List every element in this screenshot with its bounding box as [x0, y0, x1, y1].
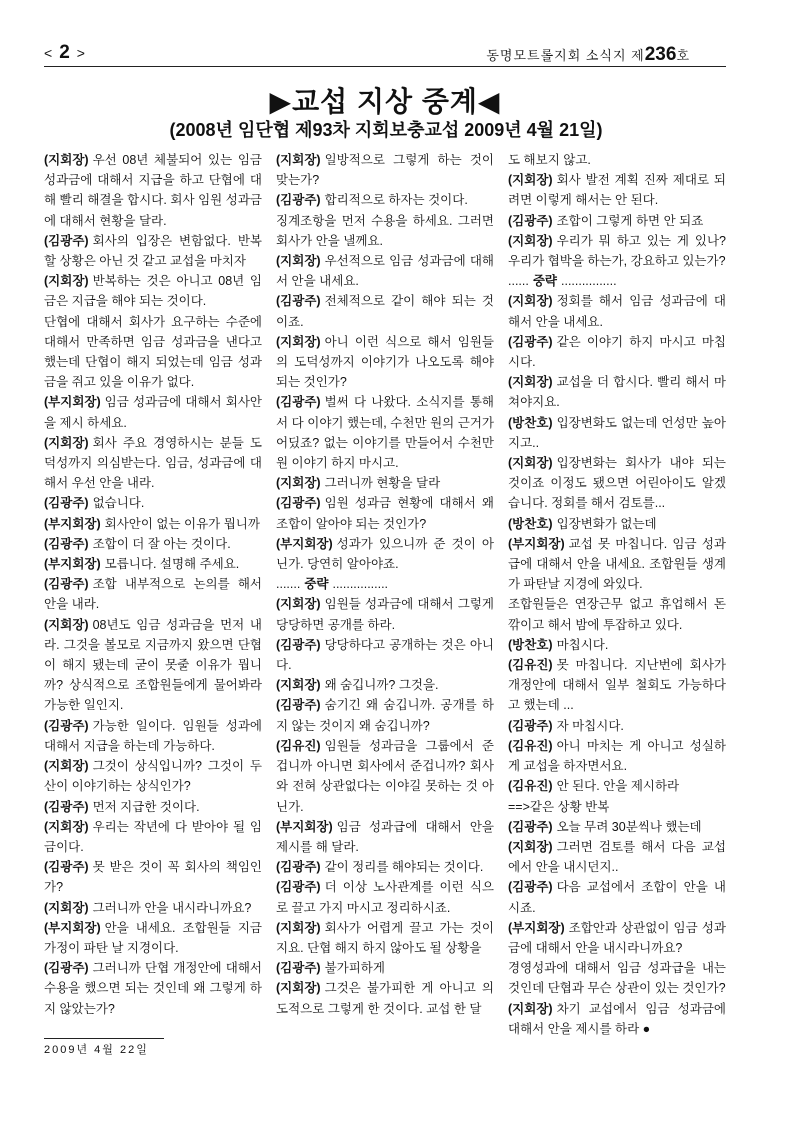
speaker-label: (지회장) — [44, 274, 89, 289]
speaker-label: (지회장) — [276, 597, 321, 612]
dialogue-line — [508, 958, 726, 998]
speaker-label: (김광주) — [276, 698, 321, 713]
dialogue-line — [276, 635, 494, 675]
dialogue-text: 더 이상 노사관계를 이런 식으로 끌고 가지 마시고 정리하시죠. — [276, 880, 494, 915]
dialogue-text: 그러니까 안을 내시라니까요? — [92, 900, 252, 915]
speaker-label: (지회장) — [276, 334, 321, 349]
speaker-label: (김광주) — [508, 880, 553, 895]
dialogue-line — [508, 170, 726, 210]
dialogue-line — [276, 736, 494, 817]
dialogue-text: 합리적으로 하자는 것이다. — [324, 193, 468, 208]
dialogue-text: ==>같은 상황 반복 — [508, 799, 610, 814]
dialogue-text: 우선 08년 체불되어 있는 임금 성과금에 대해서 지급을 하고 단협에 대해 빨리 해결을 합시다. 회사 임원 성과금에 대해서 현황을 달라. — [44, 153, 262, 228]
dialogue-line — [508, 635, 726, 655]
dialogue-text: 우리는 작년에 다 받아야 될 임금이다. — [44, 819, 262, 854]
omission-dots: ...... — [508, 274, 529, 289]
dialogue-text: 반복하는 것은 아니고 08년 임금은 지급을 해야 되는 것이다. — [44, 274, 262, 309]
dialogue-text: 모릅니다. 설명해 주세요. — [104, 557, 240, 572]
dialogue-line — [276, 817, 494, 857]
article-title: ▶교섭 지상 중계◀ — [269, 86, 501, 117]
dialogue-line — [276, 978, 494, 1018]
dialogue-line — [508, 877, 726, 917]
dialogue-text: 조합 내부적으로 논의를 해서 안을 내라. — [44, 577, 262, 612]
issue-suffix: 호 — [676, 48, 690, 63]
dialogue-text: 임금 성과급에 대해서 안을 제시를 해 달라. — [276, 819, 494, 854]
column-2 — [276, 150, 494, 1019]
page-number: 2 — [59, 42, 71, 63]
dialogue-line — [276, 150, 494, 190]
omission-dots: ....... — [276, 577, 301, 592]
dialogue-line — [508, 514, 726, 534]
dialogue-line — [276, 211, 494, 251]
page-number-block — [44, 42, 86, 64]
dialogue-text: 우리가 뭐 하고 있는 게 있나? 우리가 협박을 하는가, 강요하고 있는가? — [508, 233, 726, 269]
speaker-label: (지회장) — [44, 435, 89, 450]
dialogue-line — [44, 797, 262, 817]
speaker-label: (지회장) — [508, 233, 553, 248]
dialogue-text: 다음 교섭에서 조합이 안을 내시죠. — [508, 880, 726, 915]
speaker-label: (지회장) — [508, 456, 553, 471]
speaker-label: (지회장) — [44, 617, 89, 632]
dialogue-text: 입장변화도 없는데 언성만 높아지고.. — [508, 415, 726, 450]
dialogue-line — [276, 958, 494, 978]
dialogue-text: 숨기긴 왜 숨깁니까. 공개를 하지 않는 것이지 왜 숨깁니까? — [276, 698, 494, 733]
dialogue-line — [44, 150, 262, 231]
dialogue-text: 단협에 대해서 회사가 요구하는 수준에 대해서 만족하면 임금 성과금을 낸다고 했는데 단협이 해지 되었는데 임금 성과금을 쥐고 있을 이유가 없다. — [44, 314, 262, 390]
dialogue-text: 입장변화는 회사가 내야 되는 것이죠 이정도 됐으면 어린아이도 알겠습니다. 정회를 해서 검토를... — [508, 456, 726, 511]
dialogue-text: 그러니까 단협 개정안에 대해서 수용을 했으면 되는 것인데 왜 그렇게 하지 않았는가? — [44, 961, 262, 1016]
dialogue-text: 조합원들은 연장근무 없고 휴업해서 돈 깎이고 해서 밤에 투잡하고 있다. — [508, 597, 726, 632]
dialogue-text: 회사의 입장은 변함없다. 반복할 상황은 아닌 것 같고 교섭을 마치자 — [44, 233, 262, 269]
speaker-label: (지회장) — [44, 759, 89, 774]
speaker-label: (지회장) — [44, 819, 89, 834]
speaker-label: (지회장) — [44, 900, 89, 915]
dialogue-line — [508, 655, 726, 716]
dialogue-line — [44, 918, 262, 958]
footer-divider — [44, 1038, 164, 1039]
speaker-label: (지회장) — [508, 839, 553, 854]
dialogue-text: 벌써 다 나왔다. 소식지를 통해서 다 이야기 했는데, 수천만 원의 근거가 어딨죠? 없는 이야기를 만들어서 수천만 원 이야기 하지 마시고. — [276, 395, 494, 471]
dialogue-line — [44, 534, 262, 554]
dialogue-line — [508, 453, 726, 514]
dialogue-line — [508, 150, 726, 170]
dialogue-line — [508, 999, 726, 1039]
dialogue-line — [44, 756, 262, 796]
dialogue-line — [276, 695, 494, 735]
dialogue-text: 경영성과에 대해서 임금 성과급을 내는 것인데 단협과 무슨 상관이 있는 것인가? — [508, 961, 726, 996]
dialogue-text: 같이 정리를 해야되는 것이다. — [324, 860, 484, 875]
dialogue-text: 전체적으로 같이 해야 되는 것이죠. — [276, 294, 494, 329]
omission-marker — [276, 574, 494, 594]
dialogue-text: 임원들 성과금을 그룹에서 준 겁니까 아니면 회사에서 준겁니까? 회사와 전혀 상관없다는 이야길 못하는 것 아닌가. — [276, 738, 494, 814]
dialogue-text: 조합안과 상관없이 임금 성과금에 대해서 안을 내시라니까요? — [508, 920, 726, 955]
dialogue-line — [44, 433, 262, 494]
dialogue-text: 불가피하게 — [324, 961, 385, 976]
speaker-label: (지회장) — [508, 294, 553, 309]
dialogue-line — [508, 413, 726, 453]
dialogue-text: 조합이 더 잘 아는 것이다. — [92, 536, 231, 551]
dialogue-text: 아니 이런 식으로 해서 임원들의 도덕성까지 이야기가 나오도록 해야 되는 것인가? — [276, 334, 494, 390]
dialogue-line — [508, 837, 726, 877]
omission-marker — [508, 271, 726, 291]
dialogue-line — [276, 190, 494, 210]
dialogue-line — [508, 797, 726, 817]
dialogue-line — [44, 958, 262, 1019]
dialogue-text: 성과가 있으니까 준 것이 아닌가. 당연히 알아야죠. — [276, 536, 494, 572]
dialogue-line — [276, 918, 494, 958]
dialogue-line — [44, 231, 262, 271]
dialogue-line — [44, 514, 262, 534]
speaker-label: (김광주) — [44, 233, 89, 248]
dialogue-line — [508, 231, 726, 271]
next-marker: > — [76, 45, 86, 61]
dialogue-line — [276, 857, 494, 877]
speaker-label: (김광주) — [276, 880, 321, 895]
dialogue-text: 정회를 해서 임금 성과금에 대해서 안을 내세요. — [508, 294, 726, 329]
speaker-label: (김광주) — [276, 860, 321, 875]
publication-name — [486, 44, 690, 66]
prev-marker: < — [44, 45, 54, 61]
dialogue-line — [508, 211, 726, 231]
dialogue-line — [44, 493, 262, 513]
omission-dots: ................ — [561, 274, 617, 289]
speaker-label: (김광주) — [276, 193, 321, 208]
speaker-label: (김광주) — [44, 718, 89, 733]
speaker-label: (부지회장) — [44, 395, 101, 410]
dialogue-line — [276, 534, 494, 574]
speaker-label: (김광주) — [276, 496, 321, 511]
dialogue-line — [276, 493, 494, 533]
dialogue-line — [508, 776, 726, 796]
speaker-label: (지회장) — [276, 476, 321, 491]
dialogue-text: 같은 이야기 하지 마시고 마칩시다. — [508, 334, 726, 370]
speaker-label: (지회장) — [508, 375, 553, 390]
dialogue-line — [44, 554, 262, 574]
speaker-label: (부지회장) — [44, 920, 101, 935]
speaker-label: (지회장) — [276, 153, 321, 167]
speaker-label: (김광주) — [508, 819, 553, 834]
dialogue-line — [44, 392, 262, 432]
dialogue-line — [44, 615, 262, 716]
omission-dots: ................ — [332, 577, 389, 592]
dialogue-text: 회사가 어렵게 끌고 가는 것이지요. 단협 해지 하지 않아도 될 상황을 — [276, 920, 494, 955]
dialogue-line — [276, 594, 494, 634]
speaker-label: (김광주) — [44, 799, 89, 814]
dialogue-text: 못 받은 것이 꼭 회사의 책임인가? — [44, 860, 262, 895]
speaker-label: (지회장) — [508, 173, 553, 188]
omission-label: 중략 — [304, 577, 329, 592]
speaker-label: (지회장) — [44, 153, 89, 167]
speaker-label: (김광주) — [276, 294, 321, 309]
dialogue-line — [508, 918, 726, 958]
dialogue-line — [508, 372, 726, 412]
speaker-label: (김광주) — [44, 536, 89, 551]
speaker-label: (김광주) — [276, 961, 321, 976]
dialogue-line — [276, 392, 494, 473]
speaker-label: (부지회장) — [44, 516, 101, 531]
dialogue-text: 그러니까 현황을 달라 — [324, 476, 441, 491]
speaker-label: (부지회장) — [44, 557, 101, 572]
speaker-label: (부지회장) — [508, 536, 565, 551]
speaker-label: (김광주) — [276, 637, 321, 652]
dialogue-line — [508, 817, 726, 837]
speaker-label: (김유진) — [276, 738, 321, 753]
speaker-label: (방찬호) — [508, 415, 553, 430]
speaker-label: (부지회장) — [276, 536, 333, 551]
dialogue-line — [508, 594, 726, 634]
speaker-label: (김유진) — [508, 779, 553, 794]
dialogue-text: 임금 성과금에 대해서 회사안을 제시 하세요. — [44, 395, 262, 430]
column-1 — [44, 150, 262, 1019]
dialogue-line — [276, 473, 494, 493]
speaker-label: (김광주) — [276, 395, 321, 410]
dialogue-line — [276, 291, 494, 331]
dialogue-line — [44, 271, 262, 311]
dialogue-text: 회사 주요 경영하시는 분들 도덕성까지 의심받는다. 임금, 성과금에 대해서 우선 안을 내라. — [44, 435, 262, 491]
dialogue-text: 오늘 무려 30분씩나 했는데 — [556, 819, 702, 834]
speaker-label: (지회장) — [276, 920, 321, 935]
dialogue-line — [44, 898, 262, 918]
dialogue-text: 먼저 지급한 것이다. — [92, 799, 200, 814]
speaker-label: (방찬호) — [508, 637, 553, 652]
speaker-label: (지회장) — [508, 1001, 553, 1016]
dialogue-text: 도 해보지 않고. — [508, 153, 591, 167]
dialogue-text: 없습니다. — [92, 496, 145, 511]
dialogue-text: 당당하다고 공개하는 것은 아니다. — [276, 637, 494, 673]
column-3 — [508, 150, 726, 1039]
speaker-label: (김광주) — [508, 213, 553, 228]
dialogue-line — [508, 291, 726, 331]
dialogue-line — [276, 251, 494, 291]
speaker-label: (지회장) — [276, 254, 321, 269]
dialogue-text: 아니 마치는 게 아니고 성실하게 교섭을 하자면서요. — [508, 738, 726, 774]
dialogue-line — [44, 312, 262, 393]
speaker-label: (김광주) — [44, 961, 89, 976]
dialogue-line — [44, 574, 262, 614]
speaker-label: (김광주) — [44, 577, 89, 592]
dialogue-text: 자 마칩시다. — [556, 718, 624, 733]
issue-number: 236 — [644, 44, 677, 65]
footer-date: 2009년 4월 22일 — [44, 1044, 149, 1056]
speaker-label: (지회장) — [276, 981, 321, 996]
dialogue-text: 우선적으로 임금 성과금에 대해서 안을 내세요. — [276, 254, 494, 289]
dialogue-text: 차기 교섭에서 임금 성과금에 대해서 안을 제시를 하라 ● — [508, 1001, 726, 1036]
speaker-label: (부지회장) — [508, 920, 565, 935]
dialogue-line — [44, 857, 262, 897]
dialogue-text: 회사안이 없는 이유가 뭡니까 — [104, 516, 260, 531]
dialogue-line — [508, 534, 726, 595]
speaker-label: (김광주) — [44, 496, 89, 511]
dialogue-line — [276, 675, 494, 695]
dialogue-text: 그것이 상식입니까? 그것이 두산이 이야기하는 상식인가? — [44, 759, 262, 794]
dialogue-text: 못 마칩니다. 지난번에 회사가 개정안에 대해서 일부 철회도 가능하다고 했는데 ... — [508, 658, 726, 713]
dialogue-text: 일방적으로 그렇게 하는 것이 맞는가? — [276, 153, 494, 188]
speaker-label: (김유진) — [508, 658, 553, 673]
dialogue-line — [508, 332, 726, 372]
page-header — [44, 40, 726, 67]
dialogue-text: 안 된다. 안을 제시하라 — [556, 779, 680, 794]
dialogue-text: 입장변화가 없는데 — [556, 516, 657, 531]
dialogue-text: 징계조항을 먼저 수용을 하세요. 그러면 회사가 안을 낼께요. — [276, 213, 494, 248]
dialogue-line — [276, 332, 494, 393]
article-subtitle: (2008년 임단협 제93차 지회보충교섭 2009년 4월 21일) — [169, 120, 603, 140]
speaker-label: (김유진) — [508, 738, 553, 753]
dialogue-text: 임원 성과금 현황에 대해서 왜 조합이 알아야 되는 것인가? — [276, 496, 494, 531]
dialogue-text: 왜 숨깁니까? 그것을. — [324, 678, 439, 693]
dialogue-text: 안을 내세요. 조합원들 지금 가정이 파탄 날 지경이다. — [44, 920, 262, 955]
speaker-label: (지회장) — [276, 678, 321, 693]
dialogue-text: 임원들 성과금에 대해서 그렇게 당당하면 공개를 하라. — [276, 597, 494, 632]
dialogue-line — [44, 817, 262, 857]
dialogue-line — [508, 736, 726, 776]
speaker-label: (부지회장) — [276, 819, 333, 834]
speaker-label: (방찬호) — [508, 516, 553, 531]
publication-prefix: 동명모트롤지회 소식지 제 — [486, 48, 645, 63]
dialogue-text: 그것은 불가피한 게 아니고 의도적으로 그렇게 한 것이다. 교섭 한 달 — [276, 981, 494, 1016]
dialogue-line — [276, 877, 494, 917]
speaker-label: (김광주) — [44, 860, 89, 875]
dialogue-text: 마칩시다. — [556, 637, 609, 652]
dialogue-text: 08년도 임금 성과금을 먼저 내라. 그것을 볼모로 지금까지 왔으면 단협이 해지 됐는데 굳이 못줄 이유가 뭡니까? 상식적으로 조합원들에게 물어봐라 가능한 일인지. — [44, 617, 262, 713]
speaker-label: (김광주) — [508, 718, 553, 733]
dialogue-text: 회사 발전 계획 진짜 제대로 되려면 이렇게 해서는 안 된다. — [508, 173, 726, 208]
dialogue-text: 교섭을 더 합시다. 빨리 해서 마쳐야지요. — [508, 375, 726, 410]
omission-label: 중략 — [532, 274, 557, 289]
dialogue-line — [44, 716, 262, 756]
dialogue-text: 조합이 그렇게 하면 안 되죠 — [556, 213, 704, 228]
dialogue-text: 그러면 검토를 해서 다음 교섭에서 안을 내시던지.. — [508, 839, 726, 875]
speaker-label: (김광주) — [508, 334, 553, 349]
dialogue-text: 가능한 일이다. 임원들 성과에 대해서 지급을 하는데 가능하다. — [44, 718, 262, 753]
dialogue-line — [508, 716, 726, 736]
dialogue-text: 교섭 못 마칩니다. 임금 성과급에 대해서 안을 내세요. 조합원들 생계가 파탄날 지경에 와있다. — [508, 536, 726, 592]
